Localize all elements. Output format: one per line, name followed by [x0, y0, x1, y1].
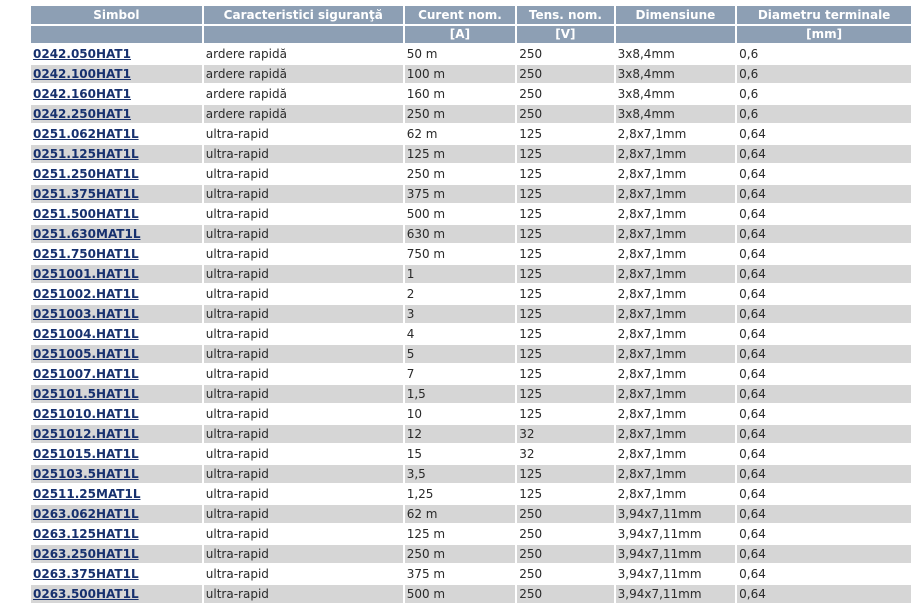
dimension-cell: 2,8x7,1mm — [616, 325, 736, 345]
dimension-cell: 2,8x7,1mm — [616, 145, 736, 165]
table-row — [31, 485, 911, 505]
nominal-current-cell: 375 m — [405, 185, 516, 205]
fuse-characteristic-cell: ultra-rapid — [204, 145, 403, 165]
terminal-diameter-cell: 0,64 — [737, 245, 911, 265]
dimension-cell: 2,8x7,1mm — [616, 465, 736, 485]
table-row — [31, 125, 911, 145]
fuse-table — [29, 6, 913, 605]
fuse-characteristic-cell: ultra-rapid — [204, 385, 403, 405]
nominal-voltage-cell: 125 — [517, 125, 613, 145]
header-dimensiune: Dimensiune — [616, 6, 736, 26]
nominal-voltage-cell: 32 — [517, 445, 613, 465]
terminal-diameter-cell: 0,64 — [737, 505, 911, 525]
nominal-voltage-cell: 125 — [517, 405, 613, 425]
fuse-characteristic-cell: ultra-rapid — [204, 405, 403, 425]
table-row — [31, 285, 911, 305]
terminal-diameter-cell: 0,64 — [737, 425, 911, 445]
nominal-current-cell: 630 m — [405, 225, 516, 245]
symbol-cell — [31, 265, 202, 285]
dimension-cell: 3,94x7,11mm — [616, 585, 736, 605]
table-row — [31, 185, 911, 205]
symbol-cell — [31, 285, 202, 305]
symbol-cell — [31, 405, 202, 425]
symbol-cell — [31, 525, 202, 545]
table-row — [31, 465, 911, 485]
dimension-cell: 3,94x7,11mm — [616, 545, 736, 565]
nominal-voltage-cell: 250 — [517, 525, 613, 545]
dimension-cell: 2,8x7,1mm — [616, 485, 736, 505]
table-row — [31, 445, 911, 465]
symbol-cell — [31, 465, 202, 485]
terminal-diameter-cell: 0,64 — [737, 525, 911, 545]
dimension-cell: 2,8x7,1mm — [616, 185, 736, 205]
symbol-link[interactable]: 025103.5HAT1L — [33, 467, 139, 481]
dimension-cell: 2,8x7,1mm — [616, 225, 736, 245]
table-row — [31, 225, 911, 245]
symbol-link[interactable]: 0251012.HAT1L — [33, 427, 139, 441]
dimension-cell: 2,8x7,1mm — [616, 285, 736, 305]
fuse-characteristic-cell: ardere rapidă — [204, 105, 403, 125]
symbol-cell — [31, 105, 202, 125]
nominal-current-cell: 750 m — [405, 245, 516, 265]
nominal-current-cell: 4 — [405, 325, 516, 345]
symbol-cell — [31, 505, 202, 525]
nominal-current-cell: 1,25 — [405, 485, 516, 505]
dimension-cell: 3x8,4mm — [616, 105, 736, 125]
fuse-characteristic-cell: ultra-rapid — [204, 325, 403, 345]
symbol-cell — [31, 225, 202, 245]
nominal-voltage-cell: 125 — [517, 185, 613, 205]
terminal-diameter-cell: 0,64 — [737, 285, 911, 305]
header-curent-nom: Curent nom. — [405, 6, 516, 26]
dimension-cell: 2,8x7,1mm — [616, 245, 736, 265]
unit-dimensiune — [616, 26, 736, 45]
header-simbol: Simbol — [31, 6, 202, 26]
nominal-current-cell: 3,5 — [405, 465, 516, 485]
terminal-diameter-cell: 0,64 — [737, 185, 911, 205]
nominal-current-cell: 3 — [405, 305, 516, 325]
symbol-link[interactable]: 0251.062HAT1L — [33, 127, 139, 141]
symbol-link[interactable]: 0242.160HAT1 — [33, 87, 131, 101]
nominal-voltage-cell: 250 — [517, 105, 613, 125]
terminal-diameter-cell: 0,64 — [737, 545, 911, 565]
nominal-voltage-cell: 125 — [517, 285, 613, 305]
fuse-characteristic-cell: ultra-rapid — [204, 125, 403, 145]
nominal-current-cell: 1,5 — [405, 385, 516, 405]
fuse-characteristic-cell: ultra-rapid — [204, 245, 403, 265]
terminal-diameter-cell: 0,64 — [737, 565, 911, 585]
terminal-diameter-cell: 0,64 — [737, 225, 911, 245]
symbol-link[interactable]: 0263.125HAT1L — [33, 527, 139, 541]
symbol-link[interactable]: 0251.250HAT1L — [33, 167, 139, 181]
table-row — [31, 85, 911, 105]
nominal-current-cell: 10 — [405, 405, 516, 425]
fuse-characteristic-cell: ultra-rapid — [204, 225, 403, 245]
symbol-link[interactable]: 0263.375HAT1L — [33, 567, 139, 581]
terminal-diameter-cell: 0,6 — [737, 105, 911, 125]
fuse-characteristic-cell: ardere rapidă — [204, 85, 403, 105]
nominal-current-cell: 5 — [405, 345, 516, 365]
symbol-cell — [31, 165, 202, 185]
fuse-characteristic-cell: ultra-rapid — [204, 485, 403, 505]
nominal-current-cell: 125 m — [405, 145, 516, 165]
nominal-voltage-cell: 125 — [517, 345, 613, 365]
terminal-diameter-cell: 0,64 — [737, 365, 911, 385]
symbol-cell — [31, 185, 202, 205]
terminal-diameter-cell: 0,64 — [737, 165, 911, 185]
table-row — [31, 545, 911, 565]
fuse-characteristic-cell: ultra-rapid — [204, 525, 403, 545]
nominal-current-cell: 62 m — [405, 125, 516, 145]
nominal-voltage-cell: 125 — [517, 245, 613, 265]
symbol-link[interactable]: 0251005.HAT1L — [33, 347, 139, 361]
header-row — [31, 6, 911, 26]
dimension-cell: 3,94x7,11mm — [616, 505, 736, 525]
table-row — [31, 365, 911, 385]
nominal-voltage-cell: 125 — [517, 485, 613, 505]
nominal-current-cell: 250 m — [405, 545, 516, 565]
dimension-cell: 2,8x7,1mm — [616, 205, 736, 225]
fuse-characteristic-cell: ultra-rapid — [204, 185, 403, 205]
terminal-diameter-cell: 0,64 — [737, 585, 911, 605]
terminal-diameter-cell: 0,64 — [737, 145, 911, 165]
symbol-link[interactable]: 0242.250HAT1 — [33, 107, 131, 121]
dimension-cell: 2,8x7,1mm — [616, 345, 736, 365]
dimension-cell: 2,8x7,1mm — [616, 365, 736, 385]
dimension-cell: 2,8x7,1mm — [616, 385, 736, 405]
fuse-characteristic-cell: ardere rapidă — [204, 45, 403, 65]
nominal-voltage-cell: 125 — [517, 225, 613, 245]
table-row — [31, 145, 911, 165]
table-row — [31, 345, 911, 365]
symbol-cell — [31, 565, 202, 585]
nominal-current-cell: 375 m — [405, 565, 516, 585]
terminal-diameter-cell: 0,64 — [737, 465, 911, 485]
symbol-link[interactable]: 0263.250HAT1L — [33, 547, 139, 561]
fuse-characteristic-cell: ultra-rapid — [204, 505, 403, 525]
table-row — [31, 165, 911, 185]
dimension-cell: 2,8x7,1mm — [616, 425, 736, 445]
symbol-link[interactable]: 025101.5HAT1L — [33, 387, 139, 401]
nominal-current-cell: 500 m — [405, 585, 516, 605]
header-units-row — [31, 26, 911, 45]
header-diametru-terminale: Diametru terminale — [737, 6, 911, 26]
nominal-voltage-cell: 125 — [517, 265, 613, 285]
symbol-link[interactable]: 02511.25MAT1L — [33, 487, 141, 501]
terminal-diameter-cell: 0,64 — [737, 385, 911, 405]
fuse-characteristic-cell: ultra-rapid — [204, 425, 403, 445]
symbol-link[interactable]: 0251003.HAT1L — [33, 307, 139, 321]
dimension-cell: 2,8x7,1mm — [616, 125, 736, 145]
table-row — [31, 565, 911, 585]
fuse-characteristic-cell: ultra-rapid — [204, 365, 403, 385]
symbol-link[interactable]: 0251002.HAT1L — [33, 287, 139, 301]
symbol-link[interactable]: 0251.500HAT1L — [33, 207, 139, 221]
terminal-diameter-cell: 0,64 — [737, 325, 911, 345]
fuse-characteristic-cell: ultra-rapid — [204, 205, 403, 225]
nominal-voltage-cell: 125 — [517, 325, 613, 345]
terminal-diameter-cell: 0,64 — [737, 445, 911, 465]
symbol-cell — [31, 145, 202, 165]
nominal-voltage-cell: 250 — [517, 45, 613, 65]
nominal-current-cell: 15 — [405, 445, 516, 465]
table-row — [31, 65, 911, 85]
nominal-current-cell: 1 — [405, 265, 516, 285]
table-row — [31, 585, 911, 605]
nominal-voltage-cell: 125 — [517, 385, 613, 405]
table-body — [31, 45, 911, 605]
terminal-diameter-cell: 0,6 — [737, 65, 911, 85]
nominal-voltage-cell: 250 — [517, 85, 613, 105]
nominal-voltage-cell: 250 — [517, 65, 613, 85]
symbol-link[interactable]: 0251004.HAT1L — [33, 327, 139, 341]
symbol-cell — [31, 445, 202, 465]
nominal-voltage-cell: 250 — [517, 565, 613, 585]
terminal-diameter-cell: 0,64 — [737, 205, 911, 225]
table-row — [31, 105, 911, 125]
nominal-voltage-cell: 125 — [517, 305, 613, 325]
table-row — [31, 385, 911, 405]
symbol-link[interactable]: 0251015.HAT1L — [33, 447, 139, 461]
fuse-characteristic-cell: ultra-rapid — [204, 345, 403, 365]
symbol-cell — [31, 385, 202, 405]
terminal-diameter-cell: 0,64 — [737, 125, 911, 145]
symbol-cell — [31, 585, 202, 605]
nominal-voltage-cell: 125 — [517, 465, 613, 485]
table-row — [31, 425, 911, 445]
dimension-cell: 3,94x7,11mm — [616, 565, 736, 585]
fuse-characteristic-cell: ultra-rapid — [204, 545, 403, 565]
nominal-voltage-cell: 125 — [517, 145, 613, 165]
dimension-cell: 3x8,4mm — [616, 85, 736, 105]
table-row — [31, 525, 911, 545]
table-row — [31, 305, 911, 325]
symbol-link[interactable]: 0251007.HAT1L — [33, 367, 139, 381]
nominal-current-cell: 50 m — [405, 45, 516, 65]
dimension-cell: 3x8,4mm — [616, 45, 736, 65]
table-row — [31, 205, 911, 225]
nominal-current-cell: 500 m — [405, 205, 516, 225]
symbol-cell — [31, 125, 202, 145]
unit-tensiune: [V] — [517, 26, 613, 45]
symbol-cell — [31, 545, 202, 565]
symbol-link[interactable]: 0263.500HAT1L — [33, 587, 139, 601]
terminal-diameter-cell: 0,64 — [737, 345, 911, 365]
nominal-current-cell: 100 m — [405, 65, 516, 85]
dimension-cell: 2,8x7,1mm — [616, 165, 736, 185]
fuse-characteristic-cell: ultra-rapid — [204, 445, 403, 465]
symbol-link[interactable]: 0251010.HAT1L — [33, 407, 139, 421]
symbol-link[interactable]: 0242.100HAT1 — [33, 67, 131, 81]
symbol-cell — [31, 325, 202, 345]
symbol-cell — [31, 365, 202, 385]
nominal-current-cell: 62 m — [405, 505, 516, 525]
nominal-voltage-cell: 125 — [517, 205, 613, 225]
header-tens-nom: Tens. nom. — [517, 6, 613, 26]
symbol-cell — [31, 65, 202, 85]
nominal-current-cell: 2 — [405, 285, 516, 305]
table-row — [31, 405, 911, 425]
dimension-cell: 3x8,4mm — [616, 65, 736, 85]
table-row — [31, 325, 911, 345]
nominal-voltage-cell: 125 — [517, 365, 613, 385]
symbol-link[interactable]: 0251001.HAT1L — [33, 267, 139, 281]
unit-caracteristici — [204, 26, 403, 45]
symbol-link[interactable]: 0251.750HAT1L — [33, 247, 139, 261]
nominal-voltage-cell: 125 — [517, 165, 613, 185]
fuse-characteristic-cell: ultra-rapid — [204, 565, 403, 585]
fuse-characteristic-cell: ultra-rapid — [204, 285, 403, 305]
fuse-characteristic-cell: ultra-rapid — [204, 585, 403, 605]
terminal-diameter-cell: 0,64 — [737, 305, 911, 325]
nominal-voltage-cell: 250 — [517, 545, 613, 565]
nominal-current-cell: 7 — [405, 365, 516, 385]
symbol-cell — [31, 245, 202, 265]
nominal-voltage-cell: 250 — [517, 505, 613, 525]
symbol-cell — [31, 345, 202, 365]
nominal-current-cell: 160 m — [405, 85, 516, 105]
unit-curent: [A] — [405, 26, 516, 45]
terminal-diameter-cell: 0,64 — [737, 265, 911, 285]
symbol-link[interactable]: 0251.125HAT1L — [33, 147, 139, 161]
symbol-link[interactable]: 0242.050HAT1 — [33, 47, 131, 61]
symbol-cell — [31, 85, 202, 105]
table-row — [31, 45, 911, 65]
unit-diametru: [mm] — [737, 26, 911, 45]
unit-simbol — [31, 26, 202, 45]
terminal-diameter-cell: 0,6 — [737, 45, 911, 65]
table-row — [31, 265, 911, 285]
fuse-characteristic-cell: ultra-rapid — [204, 465, 403, 485]
dimension-cell: 2,8x7,1mm — [616, 265, 736, 285]
terminal-diameter-cell: 0,6 — [737, 85, 911, 105]
dimension-cell: 2,8x7,1mm — [616, 405, 736, 425]
fuse-characteristic-cell: ultra-rapid — [204, 165, 403, 185]
terminal-diameter-cell: 0,64 — [737, 485, 911, 505]
fuse-table-container — [29, 6, 913, 605]
nominal-current-cell: 12 — [405, 425, 516, 445]
symbol-cell — [31, 485, 202, 505]
nominal-voltage-cell: 250 — [517, 585, 613, 605]
table-row — [31, 505, 911, 525]
dimension-cell: 2,8x7,1mm — [616, 445, 736, 465]
fuse-characteristic-cell: ultra-rapid — [204, 305, 403, 325]
table-row — [31, 245, 911, 265]
header-caracteristici: Caracteristici siguranţă — [204, 6, 403, 26]
symbol-cell — [31, 305, 202, 325]
dimension-cell: 2,8x7,1mm — [616, 305, 736, 325]
fuse-characteristic-cell: ultra-rapid — [204, 265, 403, 285]
nominal-current-cell: 250 m — [405, 105, 516, 125]
dimension-cell: 3,94x7,11mm — [616, 525, 736, 545]
symbol-link[interactable]: 0251.375HAT1L — [33, 187, 139, 201]
fuse-characteristic-cell: ardere rapidă — [204, 65, 403, 85]
nominal-current-cell: 125 m — [405, 525, 516, 545]
nominal-current-cell: 250 m — [405, 165, 516, 185]
table-header — [31, 6, 911, 45]
symbol-cell — [31, 45, 202, 65]
symbol-link[interactable]: 0251.630MAT1L — [33, 227, 141, 241]
nominal-voltage-cell: 32 — [517, 425, 613, 445]
symbol-cell — [31, 205, 202, 225]
symbol-cell — [31, 425, 202, 445]
symbol-link[interactable]: 0263.062HAT1L — [33, 507, 139, 521]
terminal-diameter-cell: 0,64 — [737, 405, 911, 425]
